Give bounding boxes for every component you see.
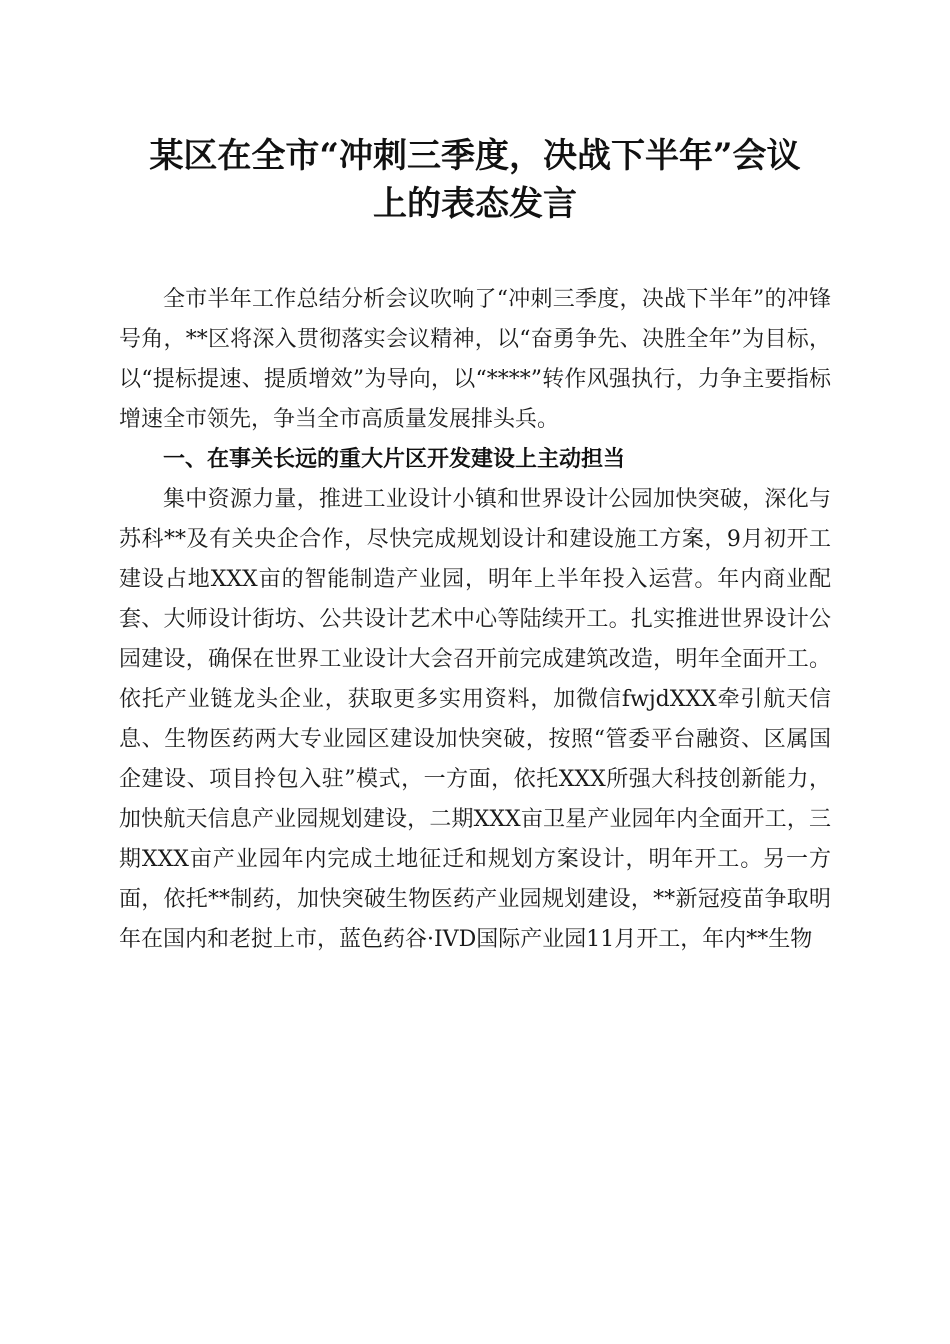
title-line-1: 某区在全市“冲刺三季度，决战下半年”会议 <box>149 136 801 176</box>
document-body <box>119 280 831 960</box>
document-title <box>100 132 850 228</box>
title-line-2: 上的表态发言 <box>373 184 577 224</box>
section-1-paragraph: 集中资源力量，推进工业设计小镇和世界设计公园加快突破，深化与苏科**及有关央企合作，尽快完成规划设计和建设施工方案，9月初开工建设占地XXX亩的智能制造产业园，明年上半年投入运营。年内商业配套、大师设计街坊、公共设计艺术中心等陆续开工。扎实推进世界设计公园建设，确保在世界工业设计大会召开前完成建筑改造，明年全面开工。依托产业链龙头企业，获取更多实用资料，加微信fwjdXXX牵引航天信息、生物医药两大专业园区建设加快突破，按照“管委平台融资、区属国企建设、项目拎包入驻”模式，一方面，依托XXX所强大科技创新能力，加快航天信息产业园规划建设，二期XXX亩卫星产业园年内全面开工，三期XXX亩产业园年内完成土地征迁和规划方案设计，明年开工。另一方面，依托**制药，加快突破生物医药产业园规划建设，**新冠疫苗争取明年在国内和老挝上市，蓝色药谷·IVD国际产业园11月开工，年内**生物 <box>119 487 831 952</box>
section-heading-1: 一、在事关长远的重大片区开发建设上主动担当 <box>163 447 626 472</box>
intro-paragraph: 全市半年工作总结分析会议吹响了“冲刺三季度，决战下半年”的冲锋号角，**区将深入贯彻落实会议精神，以“奋勇争先、决胜全年”为目标，以“提标提速、提质增效”为导向，以“****”转作风强执行，力争主要指标增速全市领先，争当全市高质量发展排头兵。 <box>119 287 831 432</box>
